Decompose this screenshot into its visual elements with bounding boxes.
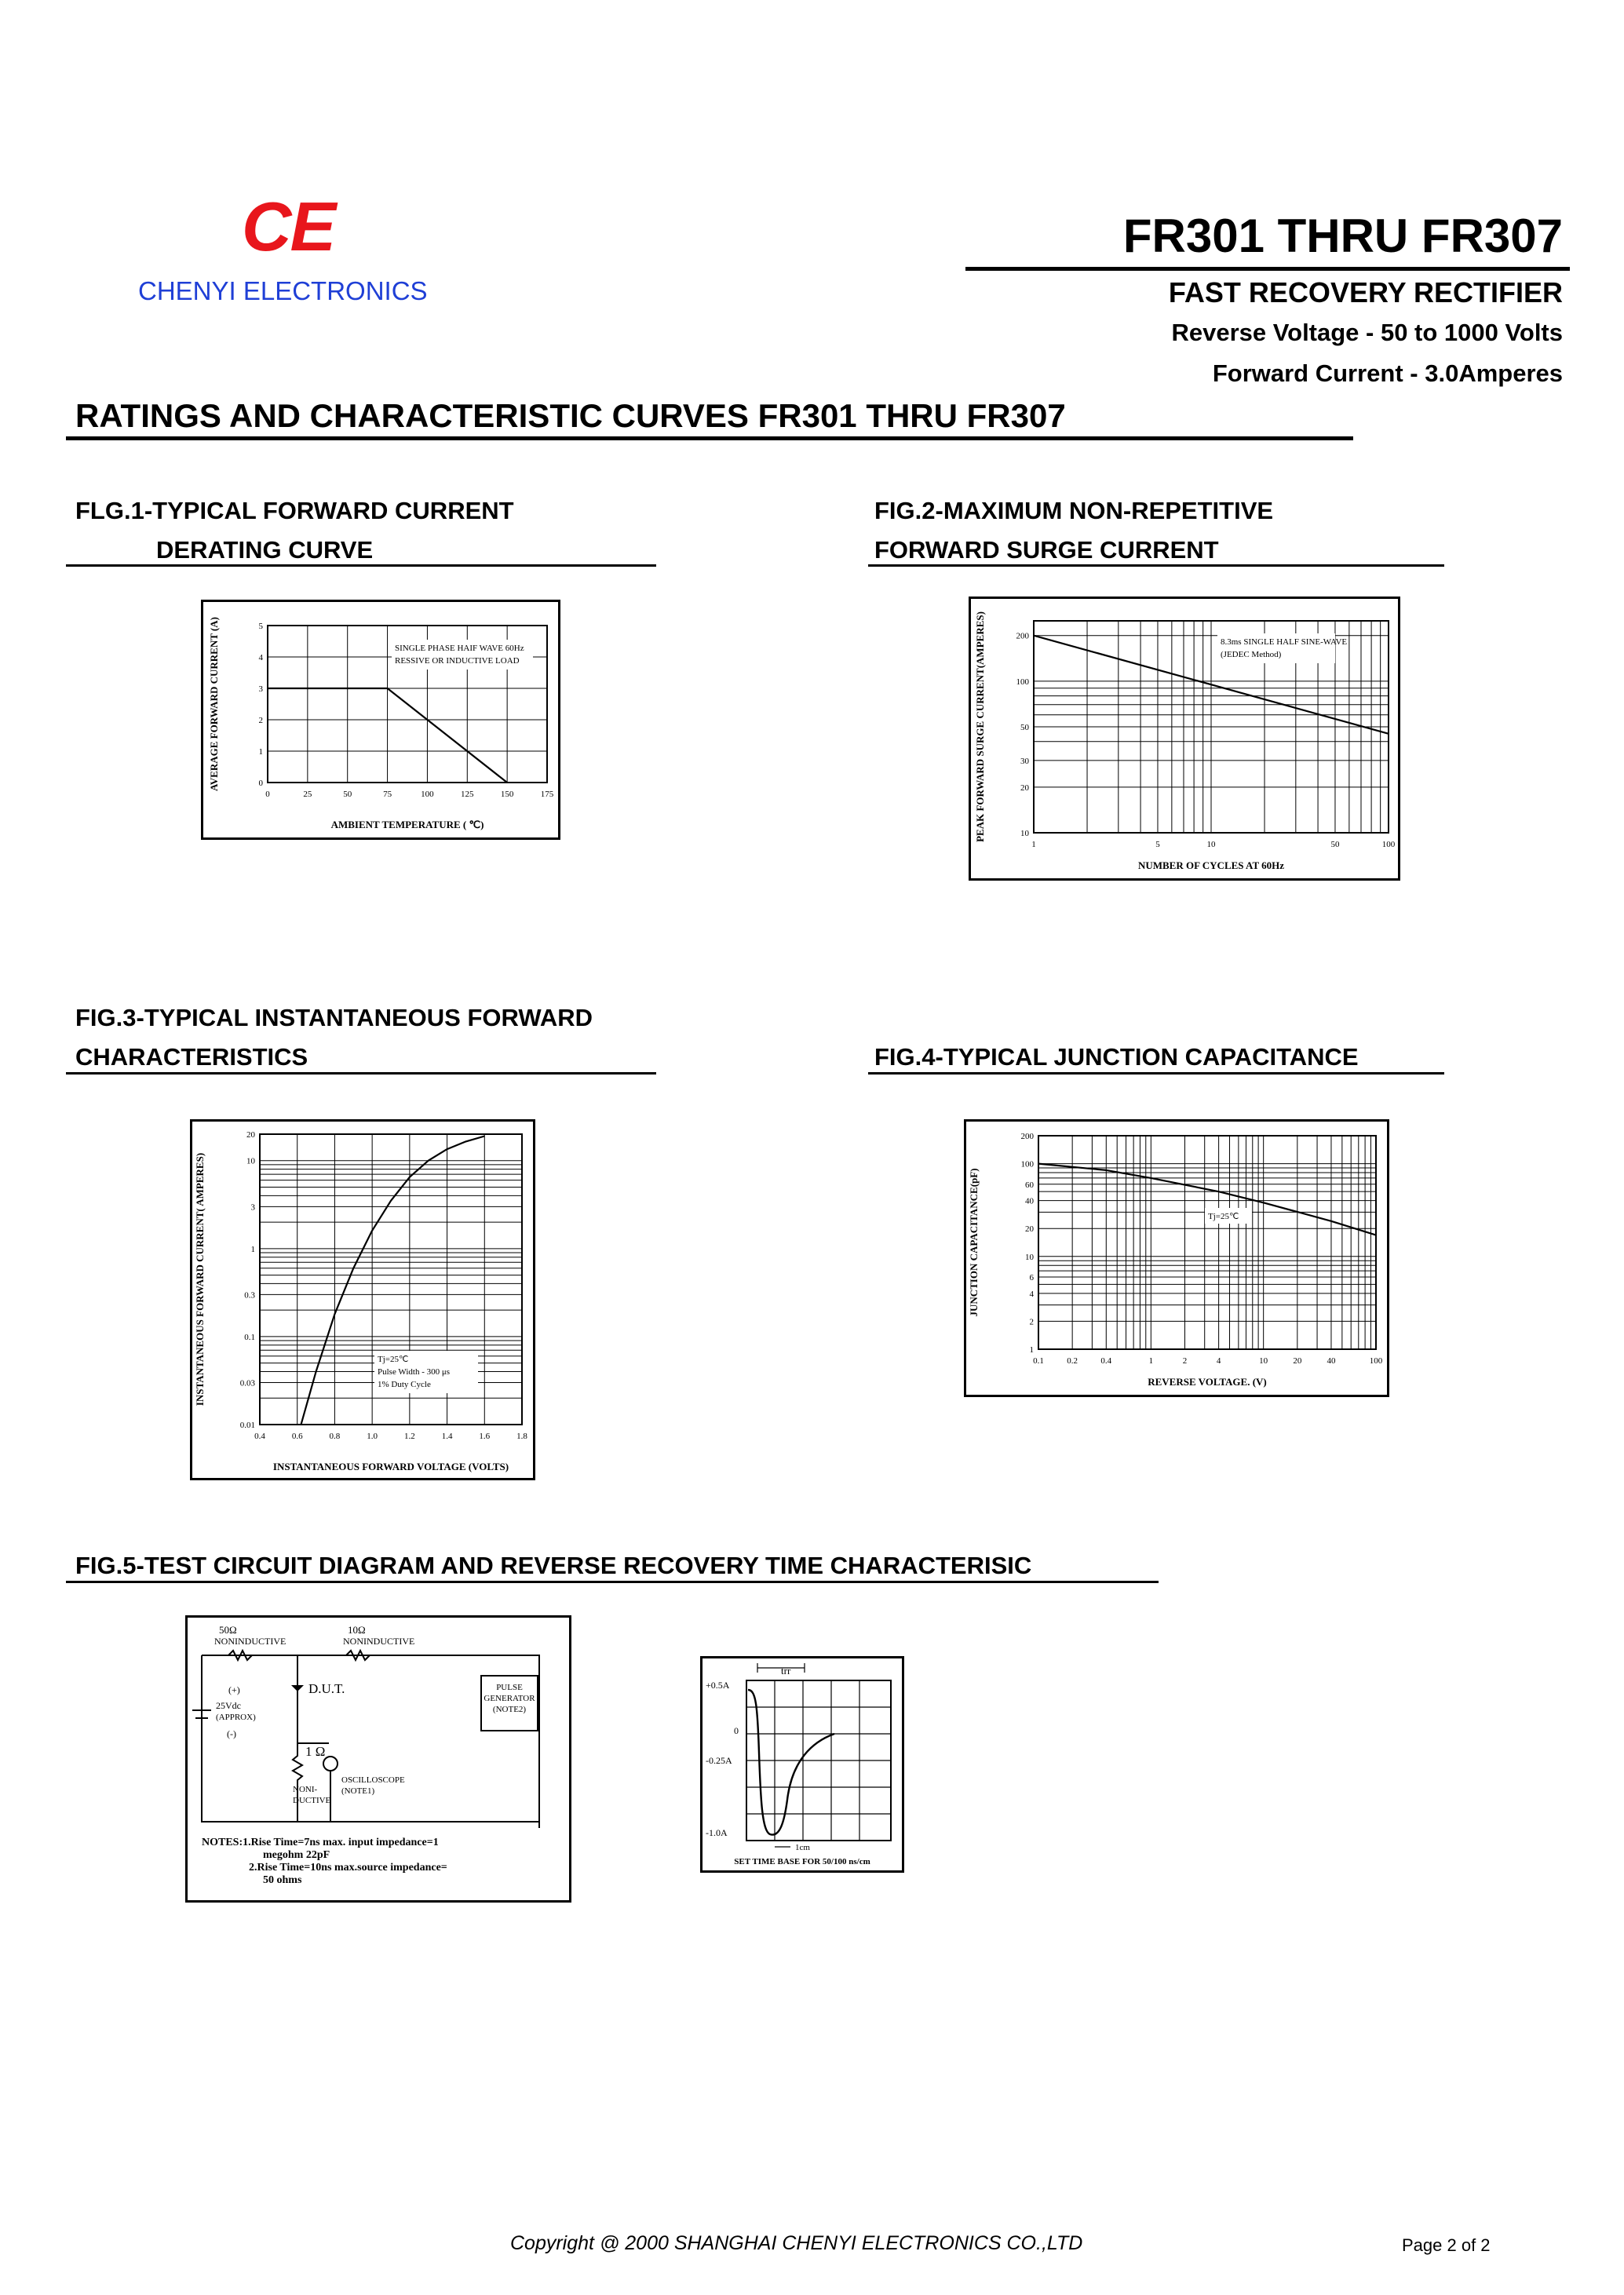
fig1-x-tick-3: 75 bbox=[383, 790, 392, 799]
fig3-ylabel: INSTANTANEOUS FORWARD CURRENT( AMPERES) bbox=[194, 1152, 206, 1407]
minus-label: (-) bbox=[227, 1728, 236, 1739]
fig1-x-tick-4: 100 bbox=[421, 790, 434, 799]
fig2-x-tick-4: 100 bbox=[1381, 840, 1396, 849]
fig4-y-tick-1: 2 bbox=[1029, 1317, 1034, 1327]
fig3-title-line2: CHARACTERISTICS bbox=[75, 1043, 308, 1071]
fig4-y-tick-5: 20 bbox=[1025, 1224, 1034, 1235]
fig2-xlabel: NUMBER OF CYCLES AT 60Hz bbox=[1137, 859, 1285, 871]
fig4-title-line1: FIG.4-TYPICAL JUNCTION CAPACITANCE bbox=[874, 1043, 1359, 1071]
fig1-y-tick-5: 5 bbox=[258, 622, 263, 631]
fig4-ylabel: JUNCTION CAPACITANCE(pF) bbox=[968, 1168, 980, 1317]
fig4-x-tick-1: 0.2 bbox=[1067, 1356, 1078, 1366]
fig1-x-tick-1: 25 bbox=[303, 790, 312, 799]
fig3-y-tick-4: 1 bbox=[250, 1244, 255, 1254]
r1-value: 50Ω bbox=[219, 1624, 237, 1636]
company-name: CHENYI ELECTRONICS bbox=[138, 276, 428, 305]
fig4-y-tick-3: 6 bbox=[1029, 1273, 1034, 1283]
plus-label: (+) bbox=[228, 1684, 240, 1695]
fig1-y-tick-0: 0 bbox=[258, 779, 263, 788]
wave-y-label-3: -0.25A bbox=[706, 1755, 732, 1766]
fig2-x-tick-0: 1 bbox=[1031, 840, 1036, 849]
scale-label: 1cm bbox=[795, 1843, 810, 1852]
fig3-x-tick-7: 1.8 bbox=[516, 1432, 527, 1441]
fig3-chart bbox=[190, 1119, 535, 1480]
fig1-x-tick-7: 175 bbox=[540, 790, 554, 799]
fig3-xlabel: INSTANTANEOUS FORWARD VOLTAGE (VOLTS) bbox=[272, 1461, 509, 1472]
fig1-chart-svg bbox=[203, 602, 558, 837]
note2: 2.Rise Time=10ns max.source impedance= bbox=[249, 1862, 447, 1874]
fig4-xlabel: REVERSE VOLTAGE. (V) bbox=[1148, 1376, 1267, 1388]
fig4-x-tick-8: 40 bbox=[1327, 1356, 1336, 1366]
fig4-series-line-0 bbox=[1038, 1164, 1376, 1235]
section-heading: RATINGS AND CHARACTERISTIC CURVES FR301 THRU FR307 bbox=[75, 397, 1066, 434]
wave-y-label-4: -1.0A bbox=[706, 1827, 728, 1838]
fig3-annotation-1: Tj=25℃ bbox=[378, 1355, 409, 1364]
fig2-y-tick-4: 100 bbox=[1016, 677, 1029, 687]
fig2-x-tick-1: 5 bbox=[1155, 840, 1160, 849]
fig4-x-tick-7: 20 bbox=[1293, 1356, 1302, 1366]
fig2-title bbox=[874, 491, 1273, 570]
circuit-diagram bbox=[188, 1618, 569, 1900]
fig4-x-tick-0: 0.1 bbox=[1033, 1356, 1044, 1366]
fig5-rule bbox=[66, 1581, 1159, 1583]
fig4-x-tick-9: 100 bbox=[1369, 1356, 1383, 1366]
fig3-y-tick-0: 0.01 bbox=[239, 1421, 255, 1430]
fig4-y-tick-2: 4 bbox=[1029, 1289, 1034, 1299]
fig1-rule bbox=[66, 564, 656, 567]
fig3-x-tick-2: 0.8 bbox=[329, 1432, 341, 1441]
fig3-annotation-2: Pulse Width - 300 μs bbox=[378, 1367, 451, 1377]
fig4-y-tick-8: 100 bbox=[1020, 1159, 1034, 1169]
fig1-y-tick-1: 1 bbox=[258, 747, 263, 757]
dut-diode-icon bbox=[291, 1685, 304, 1691]
pulse-gen-line1: PULSE bbox=[496, 1683, 523, 1692]
fig3-x-tick-6: 1.6 bbox=[479, 1432, 491, 1441]
fig1-y-tick-4: 4 bbox=[258, 653, 263, 662]
fig2-rule bbox=[868, 564, 1444, 567]
fig2-y-tick-5: 200 bbox=[1016, 631, 1029, 641]
fig4-annotation-1: Tj=25℃ bbox=[1208, 1212, 1239, 1221]
fig2-title-line2: FORWARD SURGE CURRENT bbox=[874, 536, 1219, 564]
fig3-x-tick-5: 1.4 bbox=[441, 1432, 453, 1441]
fig1-y-tick-2: 2 bbox=[258, 716, 263, 725]
fig4-y-tick-7: 60 bbox=[1025, 1180, 1034, 1190]
fig3-y-tick-5: 3 bbox=[250, 1202, 255, 1213]
fig1-x-tick-0: 0 bbox=[265, 790, 270, 799]
fig4-x-tick-3: 1 bbox=[1148, 1356, 1154, 1366]
fig1-annotation-2: RESSIVE OR INDUCTIVE LOAD bbox=[395, 656, 520, 666]
supply-note: (APPROX) bbox=[216, 1713, 256, 1722]
note1: NOTES:1.Rise Time=7ns max. input impedance=1 bbox=[202, 1837, 439, 1848]
fig3-x-tick-1: 0.6 bbox=[291, 1432, 303, 1441]
fig1-ylabel: AVERAGE FORWARD CURRENT (A) bbox=[208, 617, 220, 791]
fig3-y-tick-3: 0.3 bbox=[244, 1290, 255, 1301]
fig3-y-tick-6: 10 bbox=[246, 1156, 255, 1166]
r2-value: 10Ω bbox=[348, 1624, 366, 1636]
fig2-x-tick-3: 50 bbox=[1330, 840, 1340, 849]
trr-label: trr bbox=[781, 1665, 791, 1677]
section-rule bbox=[66, 436, 1353, 440]
fig2-y-tick-3: 50 bbox=[1020, 723, 1029, 732]
fig4-rule bbox=[868, 1072, 1444, 1075]
fig2-annotation-2: (JEDEC Method) bbox=[1221, 650, 1282, 659]
fig1-x-tick-6: 150 bbox=[500, 790, 514, 799]
fig2-title-line1: FIG.2-MAXIMUM NON-REPETITIVE bbox=[874, 497, 1274, 524]
reverse-voltage-spec: Reverse Voltage - 50 to 1000 Volts bbox=[1171, 319, 1563, 346]
fig1-annotation-1: SINGLE PHASE HAIF WAVE 60Hz bbox=[395, 644, 524, 653]
r1-type: NONINDUCTIVE bbox=[214, 1636, 286, 1647]
fig2-y-tick-1: 20 bbox=[1020, 783, 1029, 793]
fig3-title-line1: FIG.3-TYPICAL INSTANTANEOUS FORWARD bbox=[75, 1004, 593, 1031]
fig3-x-tick-0: 0.4 bbox=[254, 1432, 265, 1441]
supply-label: 25Vdc bbox=[216, 1700, 241, 1711]
pulse-gen-line3: (NOTE2) bbox=[492, 1705, 527, 1714]
fig4-chart bbox=[964, 1119, 1389, 1397]
fig4-chart-svg bbox=[966, 1122, 1387, 1395]
fig3-x-tick-4: 1.2 bbox=[403, 1432, 415, 1441]
fig3-rule bbox=[66, 1072, 656, 1075]
fig4-x-tick-5: 4 bbox=[1216, 1356, 1221, 1366]
forward-current-spec: Forward Current - 3.0Amperes bbox=[1212, 359, 1563, 387]
fig3-y-tick-2: 0.1 bbox=[244, 1332, 255, 1342]
wave-y-label-1: +0.5A bbox=[706, 1680, 730, 1691]
fig2-y-tick-0: 10 bbox=[1020, 829, 1029, 838]
fig3-annotation-3: 1% Duty Cycle bbox=[378, 1380, 431, 1389]
time-base-label: SET TIME BASE FOR 50/100 ns/cm bbox=[734, 1857, 870, 1866]
fig4-x-tick-4: 2 bbox=[1182, 1356, 1188, 1366]
part-title: FR301 THRU FR307 bbox=[1122, 210, 1563, 262]
fig4-y-tick-9: 200 bbox=[1020, 1132, 1034, 1141]
copyright: Copyright @ 2000 SHANGHAI CHENYI ELECTRONICS CO.,LTD bbox=[510, 2232, 1083, 2254]
fig1-title-line2: DERATING CURVE bbox=[156, 536, 374, 564]
fig3-y-tick-1: 0.03 bbox=[239, 1378, 255, 1388]
waveform-svg bbox=[703, 1658, 902, 1870]
fig4-x-tick-2: 0.4 bbox=[1100, 1356, 1112, 1366]
pulse-gen-line2: GENERATOR bbox=[484, 1694, 535, 1703]
fig5-title-line1: FIG.5-TEST CIRCUIT DIAGRAM AND REVERSE RECOVERY TIME CHARACTERISIC bbox=[75, 1552, 1032, 1579]
r3-resistor bbox=[293, 1743, 302, 1822]
fig1-x-tick-5: 125 bbox=[461, 790, 474, 799]
fig5-circuit bbox=[185, 1615, 571, 1903]
wave-y-label-2: 0 bbox=[734, 1725, 739, 1736]
r3-type-line1: NONI- bbox=[293, 1785, 318, 1794]
fig1-xlabel: AMBIENT TEMPERATURE ( ℃) bbox=[330, 819, 484, 830]
company-logo: CE bbox=[242, 188, 335, 265]
fig3-x-tick-3: 1.0 bbox=[367, 1432, 378, 1441]
fig4-title bbox=[874, 1038, 1359, 1077]
fig1-x-tick-2: 50 bbox=[343, 790, 352, 799]
fig2-y-tick-2: 30 bbox=[1020, 756, 1029, 766]
note1b: megohm 22pF bbox=[263, 1849, 330, 1861]
note2b: 50 ohms bbox=[263, 1874, 302, 1886]
waveform-grid-h bbox=[746, 1707, 891, 1814]
fig3-y-tick-7: 20 bbox=[246, 1130, 255, 1140]
scope-line2: (NOTE1) bbox=[341, 1786, 375, 1796]
r2-type: NONINDUCTIVE bbox=[343, 1636, 415, 1647]
r3-type-line2: DUCTIVE bbox=[293, 1796, 331, 1805]
fig3-chart-svg bbox=[192, 1122, 533, 1478]
fig4-y-tick-0: 1 bbox=[1029, 1345, 1034, 1355]
fig5-title bbox=[75, 1546, 1031, 1585]
fig2-chart-svg bbox=[971, 599, 1398, 878]
fig5-waveform bbox=[700, 1656, 904, 1873]
dut-label: D.U.T. bbox=[308, 1681, 345, 1696]
fig1-chart bbox=[201, 600, 560, 840]
r3-value: 1 Ω bbox=[305, 1744, 326, 1759]
title-rule bbox=[965, 267, 1570, 271]
fig3-title bbox=[75, 998, 593, 1077]
scope-line1: OSCILLOSCOPE bbox=[341, 1775, 405, 1785]
product-subtitle: FAST RECOVERY RECTIFIER bbox=[1168, 276, 1563, 308]
fig2-ylabel: PEAK FORWARD SURGE CURRENT(AMPERES) bbox=[974, 611, 986, 842]
recovery-curve bbox=[748, 1690, 834, 1835]
fig2-chart bbox=[969, 597, 1400, 881]
fig4-y-tick-4: 10 bbox=[1025, 1252, 1034, 1262]
fig1-title-line1: FLG.1-TYPICAL FORWARD CURRENT bbox=[75, 497, 514, 524]
fig4-x-tick-6: 10 bbox=[1259, 1356, 1268, 1366]
fig1-title bbox=[75, 491, 514, 570]
oscilloscope-icon bbox=[323, 1757, 338, 1771]
fig2-annotation-1: 8.3ms SINGLE HALF SINE-WAVE bbox=[1221, 637, 1348, 647]
fig2-x-tick-2: 10 bbox=[1206, 840, 1216, 849]
page-number: Page 2 of 2 bbox=[1402, 2235, 1491, 2255]
fig4-y-tick-6: 40 bbox=[1025, 1196, 1034, 1206]
fig1-y-tick-3: 3 bbox=[258, 684, 263, 694]
